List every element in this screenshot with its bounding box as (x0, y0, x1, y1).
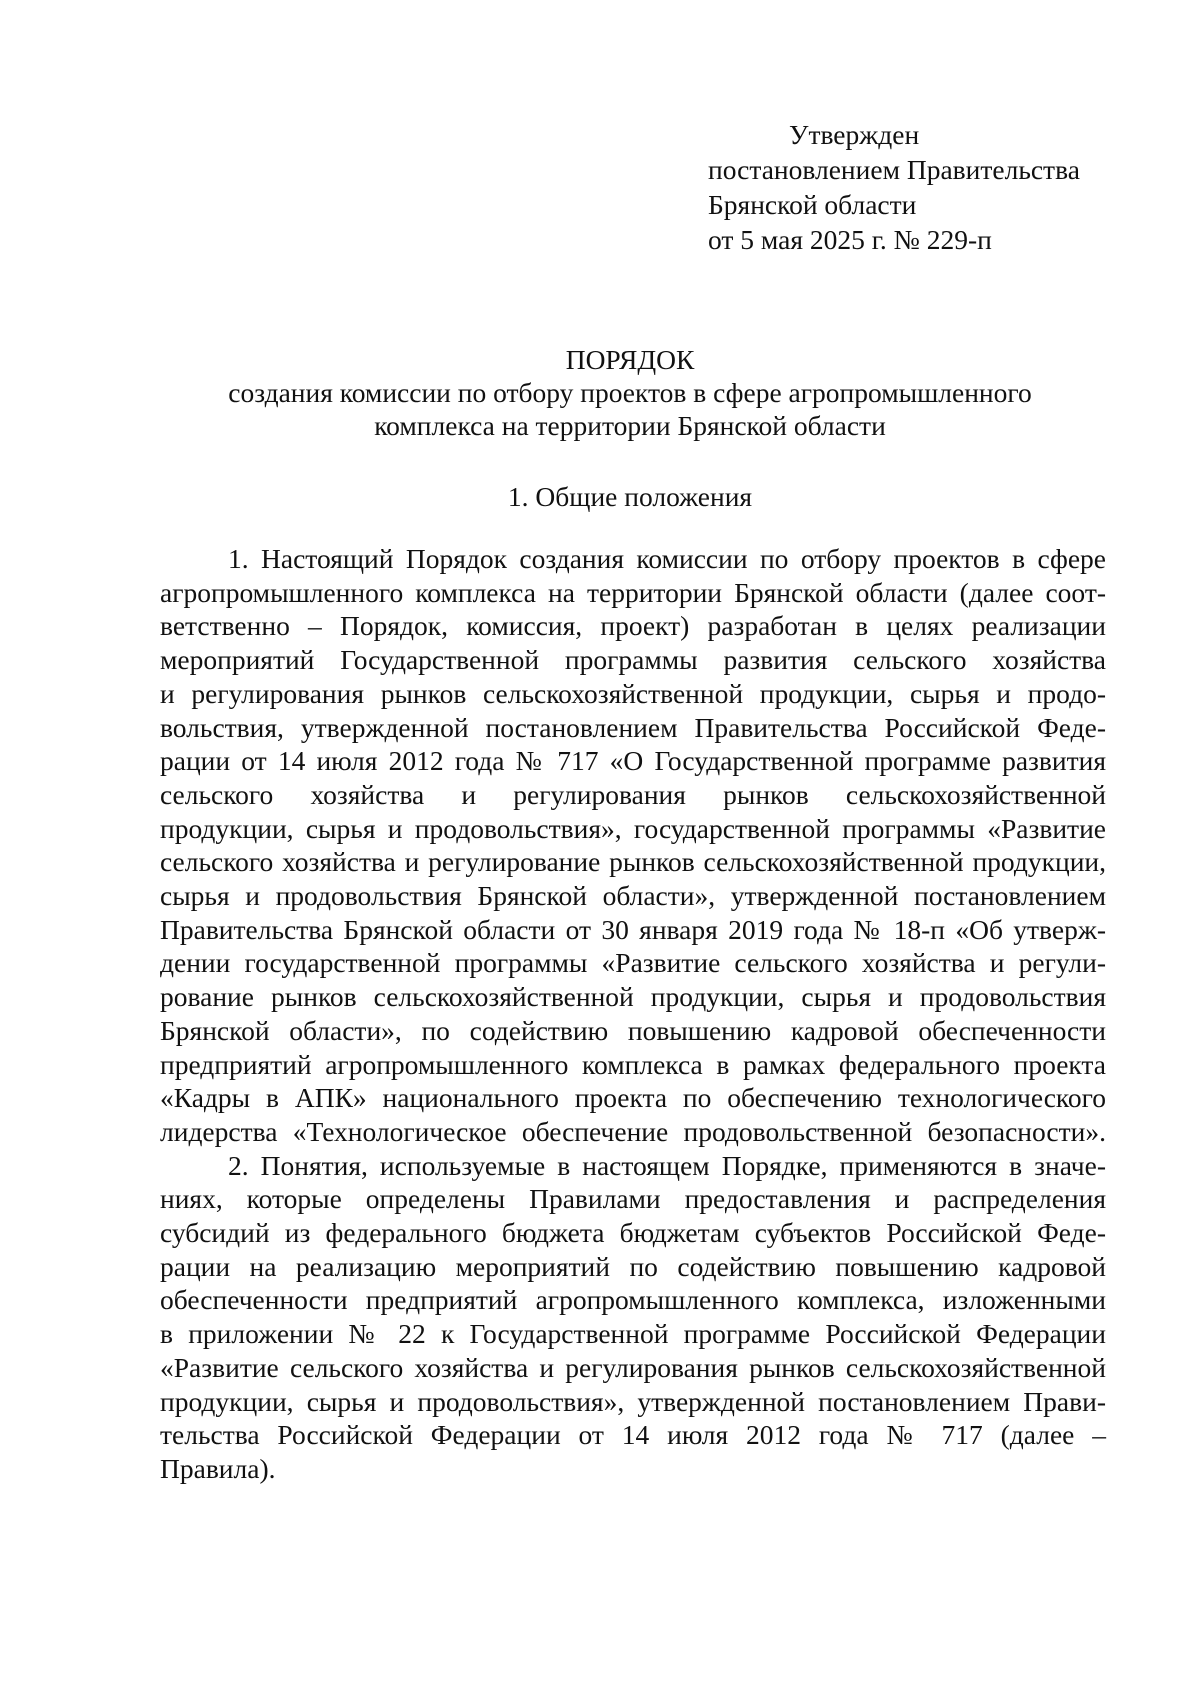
text-line: в приложении № 22 к Государственной программе Российской Федерации (160, 1318, 1106, 1350)
approval-line: Утвержден (789, 119, 920, 150)
text-line: 2. Понятия, используемые в настоящем Порядке, применяются в значе- (228, 1149, 1106, 1181)
subtitle-line: создания комиссии по отбору проектов в сфере агропромышленного (228, 377, 1032, 408)
text-line: «Кадры в АПК» национального проекта по обеспечению технологического (160, 1082, 1106, 1114)
text-line: «Развитие сельского хозяйства и регулирования рынков сельскохозяйственной (160, 1351, 1106, 1383)
text-line: продукции, сырья и продовольствия», утвержденной постановлением Прави- (160, 1385, 1106, 1417)
paragraph-1 (160, 542, 1106, 1149)
text-line: Правительства Брянской области от 30 января 2019 года № 18-п «Об утверж- (160, 913, 1106, 945)
text-line: Брянской области», по содействию повышению кадровой обеспеченности (160, 1014, 1106, 1046)
text-line: дении государственной программы «Развитие сельского хозяйства и регули- (160, 947, 1106, 979)
text-line: ветственно – Порядок, комиссия, проект) разработан в целях реализации (160, 610, 1106, 642)
approval-date-number: от 5 мая 2025 г. № 229-п (708, 224, 992, 255)
paragraph-2 (160, 1149, 1106, 1486)
approval-stamp (708, 117, 1148, 257)
text-line: сельского хозяйства и регулирование рынков сельскохозяйственной продукции, (160, 846, 1106, 878)
text-line: 1. Настоящий Порядок создания комиссии по отбору проектов в сфере (228, 543, 1106, 574)
text-line: обеспеченности предприятий агропромышленного комплекса, изложенными (160, 1284, 1106, 1316)
text-line: рации от 14 июля 2012 года № 717 «О Государственной программе развития (160, 745, 1106, 777)
text-line: мероприятий Государственной программы развития сельского хозяйства (160, 644, 1106, 676)
text-line: Правила). (160, 1452, 276, 1484)
text-line: продукции, сырья и продовольствия», государственной программы «Развитие (160, 812, 1106, 844)
text-line: тельства Российской Федерации от 14 июля 2012 года № 717 (далее – (160, 1419, 1106, 1451)
text-line: вольствия, утвержденной постановлением Правительства Российской Феде- (160, 711, 1106, 743)
document-subtitle (150, 376, 1110, 442)
approval-line: постановлением Правительства (708, 154, 1080, 185)
text-line: сельского хозяйства и регулирования рынков сельскохозяйственной (160, 778, 1106, 810)
approval-line: Брянской области (708, 189, 917, 220)
text-line: и регулирования рынков сельскохозяйственной продукции, сырья и продо- (160, 677, 1106, 709)
text-line: рации на реализацию мероприятий по содействию повышению кадровой (160, 1250, 1106, 1282)
text-line: ниях, которые определены Правилами предоставления и распределения (160, 1183, 1106, 1215)
section-heading: 1. Общие положения (507, 481, 753, 512)
text-line: сырья и продовольствия Брянской области», утвержденной постановлением (160, 880, 1106, 912)
text-line: агропромышленного комплекса на территории Брянской области (далее соот- (160, 576, 1106, 608)
text-line: субсидий из федерального бюджета бюджетам субъектов Российской Феде- (160, 1217, 1106, 1249)
document-title: ПОРЯДОК (565, 344, 695, 375)
text-line: предприятий агропромышленного комплекса в рамках федерального проекта (160, 1048, 1106, 1080)
text-line: рование рынков сельскохозяйственной продукции, сырья и продовольствия (160, 981, 1106, 1013)
text-line: лидерства «Технологическое обеспечение продовольственной безопасности». (160, 1115, 1106, 1147)
document-body (160, 542, 1106, 1486)
subtitle-line: комплекса на территории Брянской области (374, 410, 886, 441)
